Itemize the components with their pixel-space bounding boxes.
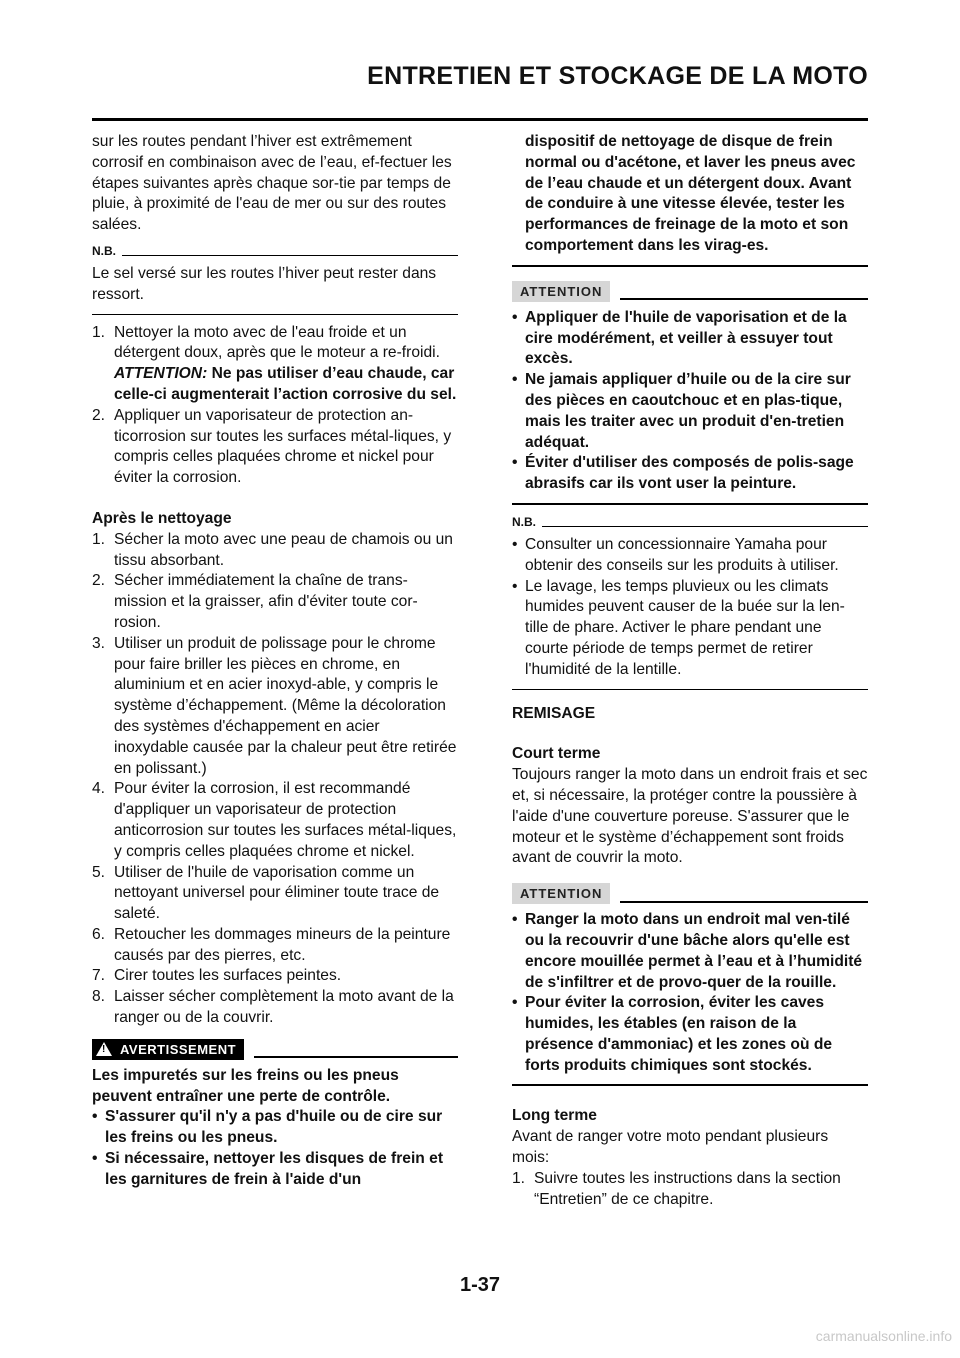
step-number: 5. bbox=[92, 863, 106, 881]
warning-rule bbox=[254, 1056, 458, 1058]
nb-header bbox=[92, 244, 458, 258]
attention-bullets bbox=[512, 910, 868, 1086]
nb-label: N.B. bbox=[92, 243, 116, 258]
step-number: 1. bbox=[92, 530, 106, 548]
attention-bullets bbox=[512, 308, 868, 505]
list-item: • Pour éviter la corrosion, éviter les caves humides, les étables (en raison de la présence d'ammoniac) et les zones où de forts produits chimiques sont stockés. bbox=[512, 993, 868, 1076]
attention-inline-text: Ne pas utiliser d’eau chaude, car celle-ci augmenterait l’action corrosive du sel. bbox=[114, 365, 457, 403]
list-item: • Appliquer de l'huile de vaporisation et de la cire modérément, et veiller à essuyer tout excès. bbox=[512, 308, 868, 370]
header-rule bbox=[92, 118, 868, 121]
step-number: 4. bbox=[92, 780, 106, 798]
remisage-heading: REMISAGE bbox=[512, 704, 596, 722]
list-item: • Ne jamais appliquer d’huile ou de la cire sur des pièces en caoutchouc et en plas-tique, mais les traiter avec un produit d'en-tretien adéquat. bbox=[512, 370, 868, 453]
nb-header bbox=[512, 515, 868, 529]
left-column bbox=[92, 132, 458, 1191]
list-item bbox=[92, 925, 458, 967]
nb-text: Le sel versé sur les routes l’hiver peut rester dans ressort. bbox=[92, 258, 458, 315]
cleaning-steps bbox=[92, 323, 458, 489]
warning-label: AVERTISSEMENT bbox=[120, 1041, 237, 1057]
watermark: carmanualsonline.info bbox=[815, 1328, 952, 1344]
step-text: Appliquer un vaporisateur de protection an-ticorrosion sur toutes les surfaces métal-liques, y compris celles plaquées chrome et nickel pour éviter la corrosion. bbox=[114, 406, 452, 487]
right-column bbox=[512, 132, 868, 1210]
list-item: • Ranger la moto dans un endroit mal ven-tilé ou la recouvrir d'une bâche alors qu'elle est encore mouillée permet à l’eau et à l’humidité de s'infiltrer et de provo-quer de la rouille. bbox=[512, 910, 868, 993]
step-text: Retoucher les dommages mineurs de la peinture causés par des pierres, etc. bbox=[114, 925, 451, 964]
step-text: Utiliser un produit de polissage pour le chrome pour faire briller les pièces en chrome, en aluminium et en acier inoxyd-able, y compris le système d’échappement. (Même la décoloration des systèmes d'échappement en acier inoxydable causée par la chaleur peut être retirée en polissant.) bbox=[114, 634, 457, 777]
step-text: Sécher immédiatement la chaîne de trans-mission et la graisser, afin d'éviter toute cor-rosion. bbox=[114, 572, 418, 631]
page-title: ENTRETIEN ET STOCKAGE DE LA MOTO bbox=[367, 62, 868, 90]
long-term-text: Avant de ranger votre moto pendant plusieurs mois: bbox=[512, 1128, 829, 1167]
list-item: • Éviter d'utiliser des composés de polis-sage abrasifs car ils vont user la peinture. bbox=[512, 453, 868, 495]
attention-badge: ATTENTION bbox=[512, 281, 610, 302]
warning-continuation: dispositif de nettoyage de disque de frein normal ou d'acétone, et laver les pneus avec de l’eau chaude et un détergent doux. Avant de conduire à une vitesse élevée, tester les performances de freinage de la moto et son comportement dans les virag-es. bbox=[525, 133, 856, 254]
attention-inline-label: ATTENTION: bbox=[114, 365, 208, 383]
step-text: Nettoyer la moto avec de l'eau froide et un détergent doux, après que le moteur a re-froidi. bbox=[114, 323, 440, 362]
list-item bbox=[92, 530, 458, 572]
step-text: Sécher la moto avec une peau de chamois ou un tissu absorbant. bbox=[114, 530, 453, 569]
step-number: 2. bbox=[92, 572, 106, 590]
attention-header bbox=[512, 281, 868, 302]
step-text: Cirer toutes les surfaces peintes. bbox=[114, 967, 342, 985]
step-number: 7. bbox=[92, 967, 106, 985]
warning-header bbox=[92, 1039, 458, 1060]
long-term-heading: Long terme bbox=[512, 1107, 597, 1125]
step-text: Laisser sécher complètement la moto avant de la ranger ou de la couvrir. bbox=[114, 988, 454, 1027]
nb-bullets bbox=[512, 529, 868, 690]
list-item bbox=[92, 966, 458, 987]
list-item bbox=[92, 406, 458, 489]
list-item bbox=[92, 863, 458, 925]
step-text: Suivre toutes les instructions dans la section “Entretien” de ce chapitre. bbox=[534, 1169, 841, 1208]
short-term-text: Toujours ranger la moto dans un endroit frais et sec et, si nécessaire, la protéger contre la poussière à l'aide d'une couverture poreuse. S'assurer que le moteur et le système d’échappement sont froids avant de couvrir la moto. bbox=[512, 766, 868, 867]
step-number: 8. bbox=[92, 988, 106, 1006]
intro-paragraph: sur les routes pendant l’hiver est extrêmement corrosif en combinaison avec de l’eau, ef-fectuer les étapes suivantes après chaque sor-tie par temps de pluie, à proximité de l'eau de mer ou sur des routes salées. bbox=[92, 133, 452, 234]
step-number: 3. bbox=[92, 634, 106, 652]
warning-continuation-block bbox=[512, 132, 868, 267]
warning-badge bbox=[92, 1039, 244, 1060]
long-term-steps bbox=[512, 1169, 868, 1211]
list-item: • S'assurer qu'il n'y a pas d'huile ou de cire sur les freins ou les pneus. bbox=[92, 1107, 458, 1149]
short-term-heading: Court terme bbox=[512, 745, 601, 763]
nb-rule bbox=[122, 255, 458, 256]
list-item: • Si nécessaire, nettoyer les disques de frein et les garnitures de frein à l'aide d'un bbox=[92, 1149, 458, 1191]
list-item: • Le lavage, les temps pluvieux ou les climats humides peuvent causer de la buée sur la len-tille de phare. Activer le phare pendant une courte période de temps permet de retirer l'humidité de la lentille. bbox=[512, 577, 868, 681]
list-item bbox=[512, 1169, 868, 1211]
step-number: 2. bbox=[92, 406, 106, 424]
warning-triangle-icon: ! bbox=[96, 1042, 112, 1056]
after-cleaning-heading: Après le nettoyage bbox=[92, 509, 232, 527]
attention-header bbox=[512, 883, 868, 904]
nb-label: N.B. bbox=[512, 514, 536, 529]
after-cleaning-steps bbox=[92, 530, 458, 1029]
list-item bbox=[92, 571, 458, 633]
warning-bullets bbox=[92, 1107, 458, 1190]
page-number: 1-37 bbox=[459, 1274, 501, 1296]
list-item: • Consulter un concessionnaire Yamaha pour obtenir des conseils sur les produits à utiliser. bbox=[512, 535, 868, 577]
warning-intro: Les impuretés sur les freins ou les pneus peuvent entraîner une perte de contrôle. bbox=[92, 1066, 399, 1105]
step-number: 6. bbox=[92, 925, 106, 943]
step-number: 1. bbox=[92, 323, 106, 341]
list-item bbox=[92, 987, 458, 1029]
list-item bbox=[92, 779, 458, 862]
list-item bbox=[92, 323, 458, 406]
attention-rule bbox=[620, 901, 868, 903]
step-number: 1. bbox=[512, 1169, 526, 1187]
step-text: Utiliser de l'huile de vaporisation comme un nettoyant universel pour éliminer toute trace de saleté. bbox=[114, 863, 440, 923]
nb-rule bbox=[542, 526, 868, 527]
attention-badge: ATTENTION bbox=[512, 883, 610, 904]
attention-rule bbox=[620, 298, 868, 300]
step-text: Pour éviter la corrosion, il est recommandé d'appliquer un vaporisateur de protection anticorrosion sur toutes les surfaces métal-liques, y compris celles plaquées chrome et nickel. bbox=[114, 780, 457, 860]
list-item bbox=[92, 634, 458, 780]
